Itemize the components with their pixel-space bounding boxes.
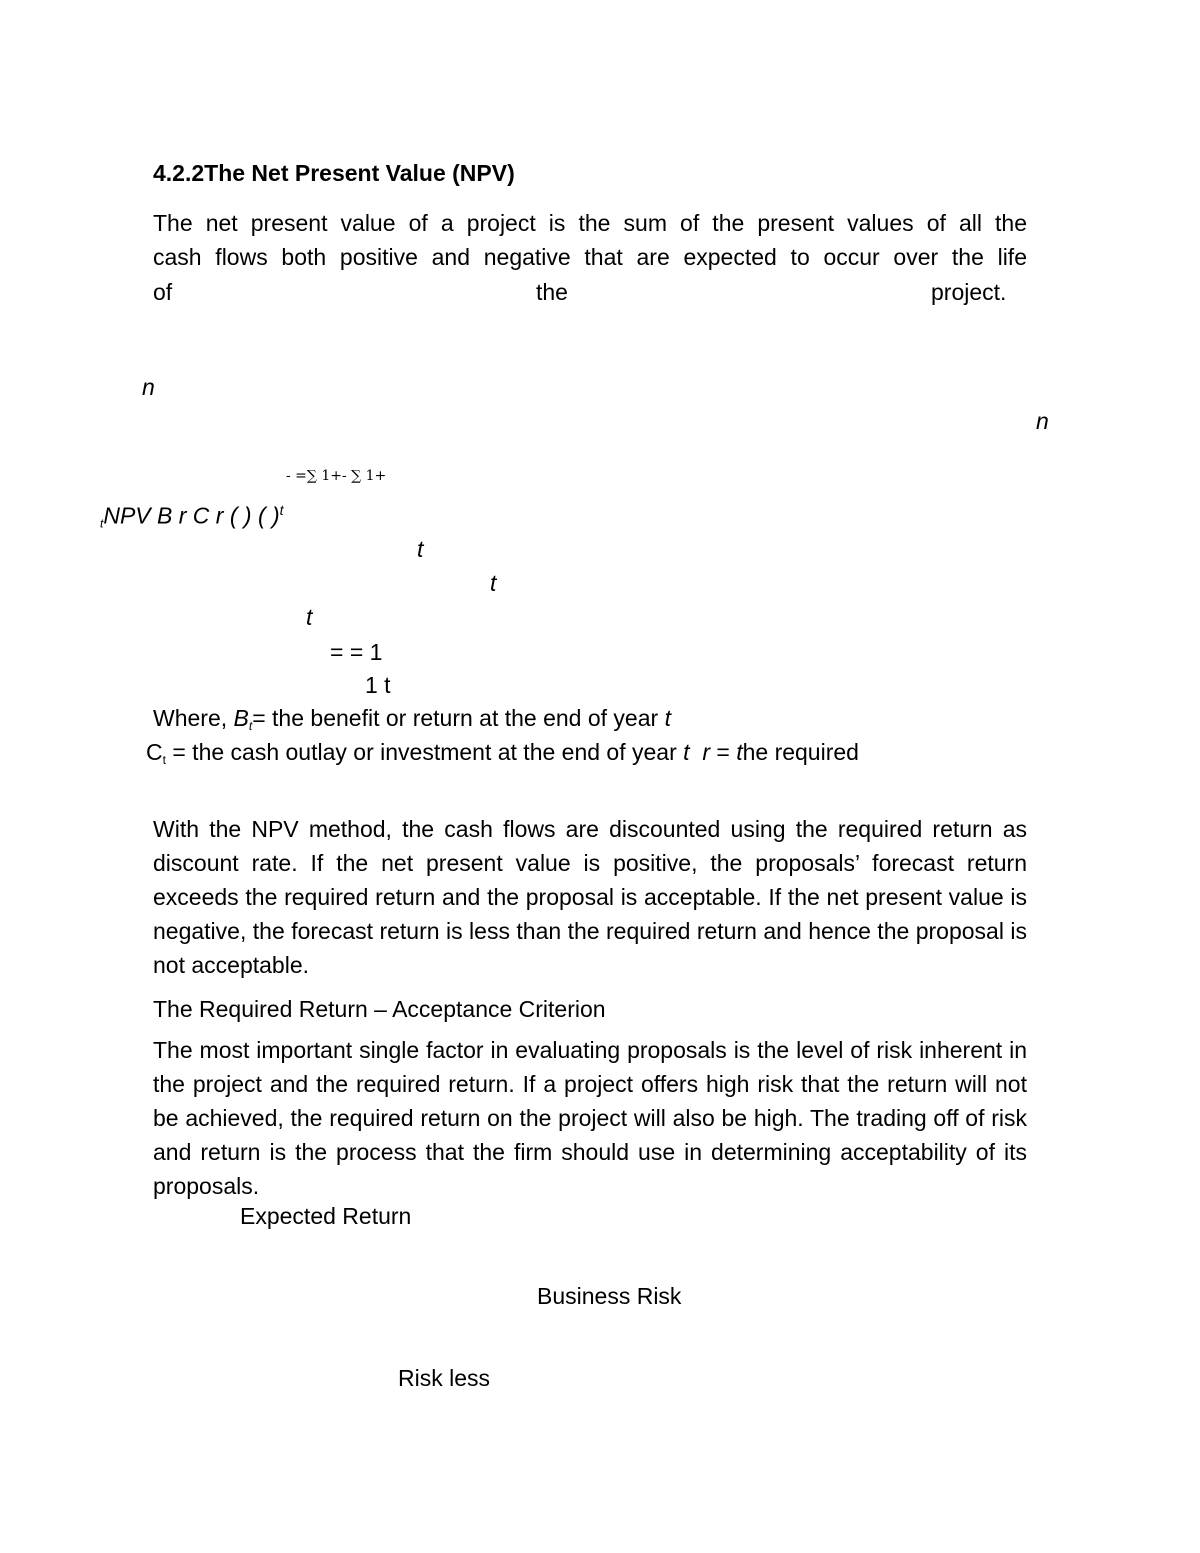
intro-line-2: cash flows both positive and negative that are expected to occur over the life (153, 244, 1027, 270)
acceptance-heading: The Required Return – Acceptance Criterion (153, 996, 606, 1022)
formula-n-right: n (1036, 408, 1049, 434)
intro-word-the: the (536, 279, 568, 305)
label-business-risk: Business Risk (537, 1283, 682, 1309)
intro-word-of: of (153, 279, 173, 305)
b-subscript: t (248, 719, 253, 733)
label-risk-less: Risk less (398, 1365, 491, 1391)
r-var-t: t (736, 739, 743, 765)
c-var: t (683, 739, 690, 765)
r-equals: = (709, 739, 737, 765)
formula-main-superscript: t (279, 502, 284, 518)
definition-cost (146, 741, 859, 766)
r-definition-text: he required (742, 739, 859, 765)
c-subscript: t (162, 753, 166, 767)
formula-t-3: t (306, 604, 313, 630)
b-definition-text: = the benefit or return at the end of year (252, 705, 665, 731)
definition-benefit (153, 707, 671, 732)
npv-method-paragraph: With the NPV method, the cash flows are discounted using the required return as discount rate. If the net present value is positive, the proposals’ forecast return exceeds the required return and the proposal is acceptable. If the net present value is negative, the forecast return is less than the required return and hence the proposal is not acceptable. (153, 816, 1027, 978)
formula-limits: = = 1 (330, 639, 383, 665)
c-definition-text: = the cash outlay or investment at the end of year (165, 739, 684, 765)
label-expected-return: Expected Return (240, 1203, 412, 1229)
formula-t-1: t (417, 536, 424, 562)
r-var: r (702, 739, 710, 765)
acceptance-paragraph: The most important single factor in evaluating proposals is the level of risk inherent in the project and the required return. If a project offers high risk that the return will not be achieved, the required return on the project will also be high. The trading off of risk and return is the process that the firm should use in determining acceptability of its proposals. (153, 1037, 1027, 1199)
formula-main-subscript: t (100, 516, 104, 531)
formula-limits-2: 1 t (365, 672, 391, 698)
formula-main-expression: NPV B r C r ( ) ( ) (103, 502, 280, 529)
section-heading: 4.2.2The Net Present Value (NPV) (153, 160, 515, 186)
formula-main (100, 503, 284, 530)
intro-word-project: project. (931, 279, 1007, 305)
formula-operators: - =∑ 1+- ∑ 1+ (286, 468, 387, 484)
intro-line-1: The net present value of a project is the sum of the present values of all the (153, 210, 1027, 236)
c-symbol: C (146, 739, 163, 765)
b-var: t (664, 705, 671, 731)
where-prefix: Where, (153, 705, 234, 731)
b-symbol: B (233, 705, 249, 731)
formula-t-2: t (490, 570, 497, 596)
formula-n-left: n (142, 374, 155, 400)
